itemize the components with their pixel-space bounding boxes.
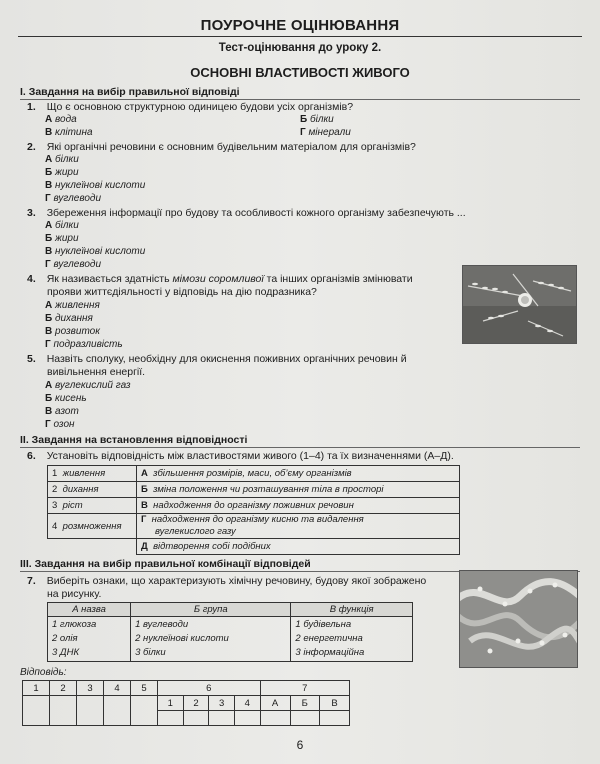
section-3-title: ІІІ. Завдання на вибір правильної комбінації відповідей (20, 558, 311, 570)
question-7-line-2: на рисунку. (47, 588, 102, 600)
answer-cell-4[interactable] (104, 696, 131, 726)
option-2a[interactable]: А білки (45, 154, 79, 165)
option-3a[interactable]: А білки (45, 220, 79, 231)
header-rule (18, 36, 582, 37)
option-4a[interactable]: А живлення (45, 300, 100, 311)
answer-cell-6-1[interactable] (158, 711, 184, 726)
answer-label: Відповідь: (20, 667, 67, 678)
answer-cell-7-b[interactable] (290, 711, 319, 726)
option-5a[interactable]: А вуглекислий газ (45, 380, 131, 391)
option-2b[interactable]: Б жири (45, 167, 79, 178)
question-4-line-2: прояви життєдіяльності у відповідь на дію подразника? (47, 286, 317, 298)
option-1c[interactable]: В клітина (45, 127, 93, 138)
option-4c[interactable]: В розвиток (45, 326, 100, 337)
answer-cell-6-2[interactable] (183, 711, 209, 726)
option-5d[interactable]: Г озон (45, 419, 75, 430)
test-subtitle: Тест-оцінювання до уроку 2. (218, 42, 382, 54)
answer-cell-6-3[interactable] (209, 711, 235, 726)
section-1-title: І. Завдання на вибір правильної відповіді (20, 86, 240, 98)
question-2: 2. Які органічні речовини є основним будівельним матеріалом для організмів? (27, 141, 416, 153)
answer-grid: 1 2 3 4 5 6 7 1 2 3 4 А Б В (22, 680, 350, 726)
answer-cell-2[interactable] (50, 696, 77, 726)
option-5c[interactable]: В азот (45, 406, 79, 417)
option-1a[interactable]: А вода (45, 114, 77, 125)
question-7: 7. Виберіть ознаки, що характеризують хімічну речовину, будову якої зображено (27, 575, 427, 587)
dna-helix-icon (460, 571, 577, 667)
question-1 (27, 100, 353, 114)
answer-cell-6-4[interactable] (234, 711, 260, 726)
option-5b[interactable]: Б кисень (45, 393, 87, 404)
page-header-title: ПОУРОЧНЕ ОЦІНЮВАННЯ (200, 17, 400, 34)
option-1d[interactable]: Г мінерали (300, 127, 351, 138)
question-5: 5. Назвіть сполуку, необхідну для окиснення поживних органічних речовин й (27, 353, 407, 365)
mimosa-photo (462, 265, 577, 344)
option-1b[interactable]: Б білки (300, 114, 334, 125)
option-3b[interactable]: Б жири (45, 233, 79, 244)
question-text: Що є основною структурною одиницею будови усіх організмів? (46, 101, 354, 113)
mimosa-plant-icon (463, 266, 576, 343)
lesson-title: ОСНОВНІ ВЛАСТИВОСТІ ЖИВОГО (190, 65, 410, 80)
page-number: 6 (296, 738, 304, 752)
question-number: 1. (27, 101, 36, 113)
answer-cell-5[interactable] (131, 696, 158, 726)
section-2-rule (20, 447, 580, 448)
matching-table: 1 живлення А збільшення розмірів, маси, об’єму організмів 2 дихання Б зміна положення чи розташування тіла в просторі 3 ріст В надходження до організму поживних речовин 4 розмноження Г надходження до організму кисню та видалення вуглекислого газу Д відтворення собі подібних (47, 465, 460, 555)
answer-cell-7-a[interactable] (260, 711, 290, 726)
option-4d[interactable]: Г подразливість (45, 339, 123, 350)
question-4: 4. Як називається здатність мімози соромливої та інших організмів змінювати (27, 273, 413, 285)
option-4b[interactable]: Б дихання (45, 313, 93, 324)
answer-cell-7-c[interactable] (320, 711, 350, 726)
question-3: 3. Збереження інформації про будову та особливості кожного організму забезпечують ... (27, 207, 466, 219)
section-2-title: ІІ. Завдання на встановлення відповідності (20, 434, 248, 446)
dna-photo (459, 570, 578, 668)
option-2c[interactable]: В нуклеїнові кислоти (45, 180, 146, 191)
answer-cell-1[interactable] (23, 696, 50, 726)
question-5-line-2: вивільнення енергії. (47, 366, 146, 378)
option-3c[interactable]: В нуклеїнові кислоти (45, 246, 146, 257)
question-6: 6. Установіть відповідність між властивостями живого (1–4) та їх визначеннями (А–Д). (27, 450, 454, 462)
combination-table: А назва Б група В функція 1 глюкоза 2 олія 3 ДНК 1 вуглеводи 2 нуклеїнові кислоти 3 білки 1 будівельна 2 енергетична 3 інформаційна (47, 602, 413, 662)
option-2d[interactable]: Г вуглеводи (45, 193, 102, 204)
answer-cell-3[interactable] (77, 696, 104, 726)
option-3d[interactable]: Г вуглеводи (45, 259, 102, 270)
